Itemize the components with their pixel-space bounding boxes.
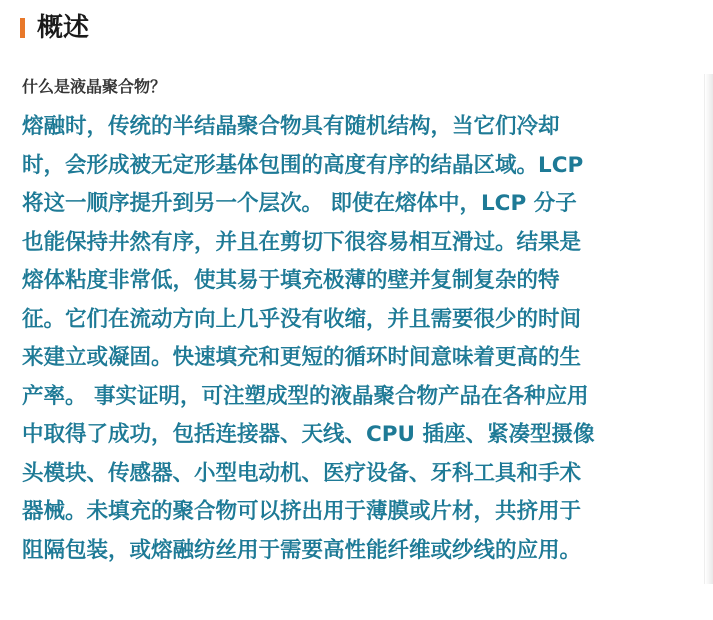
article-line: 征。它们在流动方向上几乎没有收缩，并且需要很少的时间 — [22, 306, 582, 332]
section-header — [20, 12, 89, 44]
article-line: 头模块、传感器、小型电动机、医疗设备、牙科工具和手术 — [22, 460, 582, 486]
accent-bar — [20, 18, 25, 38]
article-line: 熔融时，传统的半结晶聚合物具有随机结构，当它们冷却 — [22, 114, 560, 139]
section-title: 概述 — [37, 13, 90, 43]
article-line: 时，会形成被无定形基体包围的高度有序的结晶区域。LCP — [22, 152, 584, 178]
right-panel-edge — [704, 74, 713, 584]
article-line: 中取得了成功，包括连接器、天线、CPU 插座、紧凑型摄像 — [22, 422, 595, 447]
article-line: 阻隔包装，或熔融纺丝用于需要高性能纤维或纱线的应用。 — [22, 537, 582, 563]
article-line: 器械。未填充的聚合物可以挤出用于薄膜或片材，共挤用于 — [22, 499, 582, 524]
article-line: 熔体粘度非常低，使其易于填充极薄的壁并复制复杂的特 — [22, 268, 560, 293]
article-body — [22, 108, 662, 570]
article-line: 也能保持井然有序，并且在剪切下很容易相互滑过。结果是 — [22, 229, 582, 255]
question-heading: 什么是液晶聚合物？ — [22, 77, 167, 96]
article-line: 产率。 事实证明，可注塑成型的液晶聚合物产品在各种应用 — [22, 383, 589, 409]
article-line: 将这一顺序提升到另一个层次。 即使在熔体中，LCP 分子 — [22, 191, 577, 216]
article-line: 来建立或凝固。快速填充和更短的循环时间意味着更高的生 — [22, 345, 582, 370]
